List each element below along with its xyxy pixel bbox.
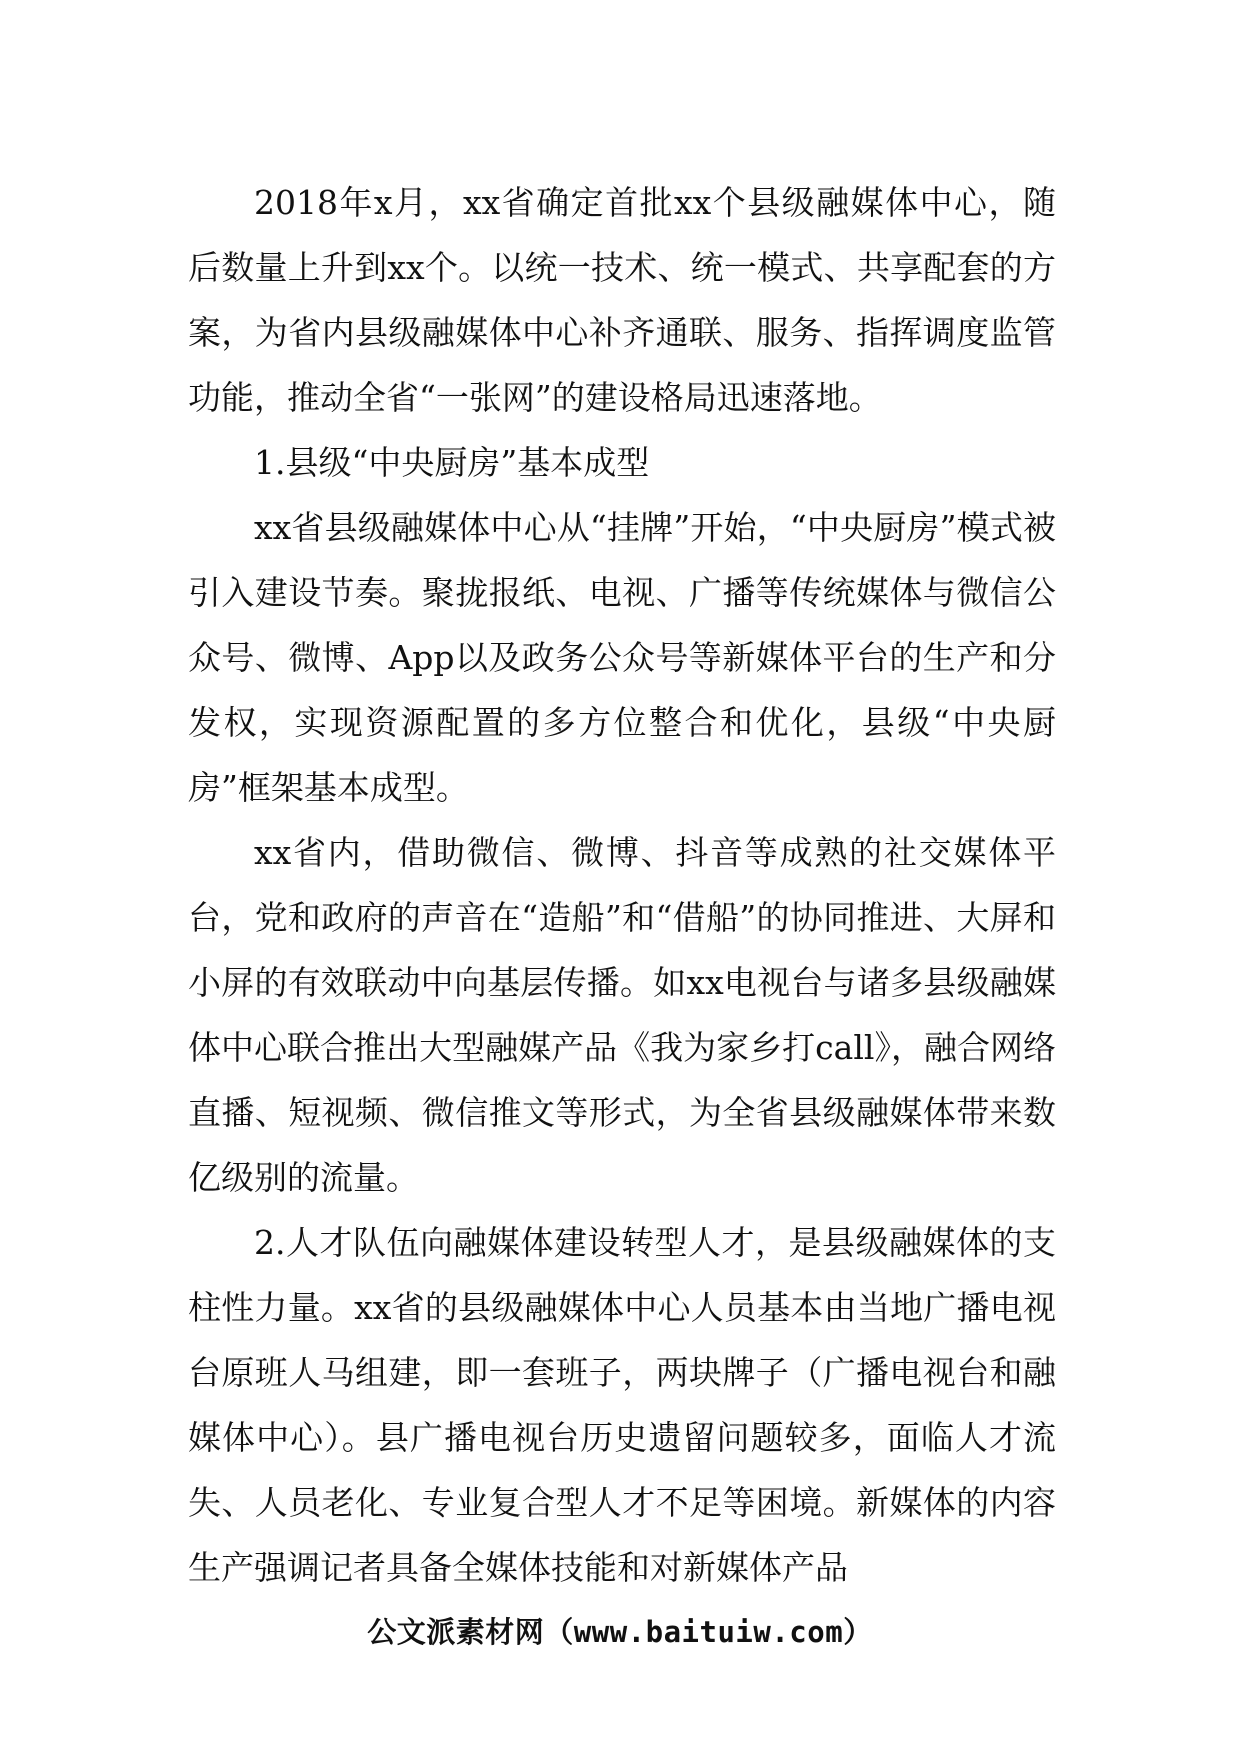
paragraph-central-kitchen: xx省县级融媒体中心从“挂牌”开始，“中央厨房”模式被引入建设节奏。聚拢报纸、电视、广播等传统媒体与微信公众号、微博、App以及政务公众号等新媒体平台的生产和分发权，实现资源配置的多方位整合和优化，县级“中央厨房”框架基本成型。 bbox=[188, 508, 1056, 807]
section-heading-1: 1.县级“中央厨房”基本成型 bbox=[254, 443, 650, 482]
paragraph-intro: 2018年x月，xx省确定首批xx个县级融媒体中心，随后数量上升到xx个。以统一技术、统一模式、共享配套的方案，为省内县级融媒体中心补齐通联、服务、指挥调度监管功能，推动全省“一张网”的建设格局迅速落地。 bbox=[188, 183, 1056, 417]
paragraph-social-media: xx省内，借助微信、微博、抖音等成熟的社交媒体平台，党和政府的声音在“造船”和“借船”的协同推进、大屏和小屏的有效联动中向基层传播。如xx电视台与诸多县级融媒体中心联合推出大型融媒产品《我为家乡打call》，融合网络直播、短视频、微信推文等形式，为全省县级融媒体带来数亿级别的流量。 bbox=[188, 833, 1056, 1197]
paragraph-talent: 2.人才队伍向融媒体建设转型人才，是县级融媒体的支柱性力量。xx省的县级融媒体中心人员基本由当地广播电视台原班人马组建，即一套班子，两块牌子（广播电视台和融媒体中心）。县广播电视台历史遗留问题较多，面临人才流失、人员老化、专业复合型人才不足等困境。新媒体的内容生产强调记者具备全媒体技能和对新媒体产品 bbox=[188, 1223, 1056, 1587]
document-body bbox=[188, 170, 1056, 1600]
page-footer-watermark: 公文派素材网（www.baituiw.com） bbox=[367, 1615, 873, 1649]
